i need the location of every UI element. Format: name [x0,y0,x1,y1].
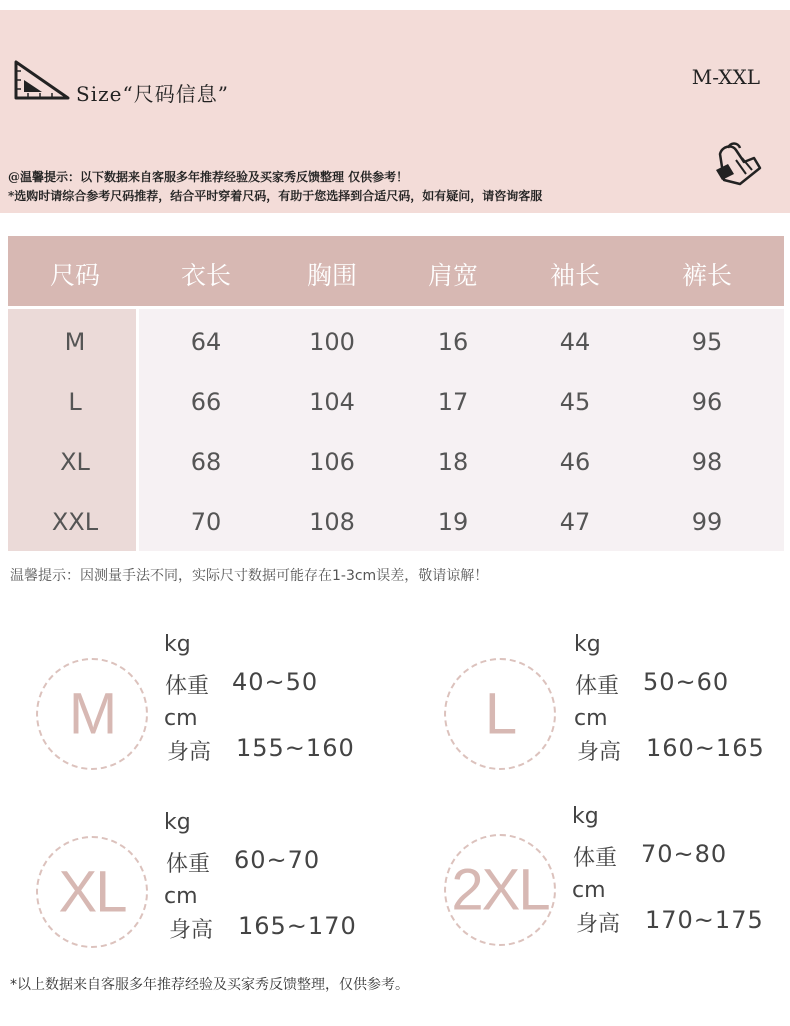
table-cell: 19 [437,508,469,536]
table-cell: 66 [190,388,222,416]
table-cell: 47 [559,508,591,536]
table-cell: 45 [559,388,591,416]
height-label: 身高 [169,918,214,943]
header-banner [0,10,790,213]
table-cell: 64 [190,328,222,356]
height-unit: cm [164,884,198,909]
table-cell: 104 [309,388,355,416]
size-badge-label: XL [58,859,126,925]
height-range: 155~160 [236,734,355,762]
table-cell: 96 [691,388,723,416]
weight-unit: kg [164,810,191,835]
col-header-sleeve: 袖长 [549,261,601,290]
table-cell: 95 [691,328,723,356]
height-label: 身高 [167,740,212,765]
table-cell: L [68,388,82,416]
size-badge [444,834,556,946]
weight-unit: kg [574,632,601,657]
size-badge [36,836,148,948]
table-header-row [8,236,784,306]
col-header-shoulder: 肩宽 [427,261,479,290]
height-range: 165~170 [238,912,357,940]
table-cell: 17 [437,388,469,416]
table-cell: 16 [437,328,469,356]
col-header-length: 衣长 [180,261,232,290]
col-header-pants: 裤长 [681,261,733,290]
size-badge [444,658,556,770]
height-unit: cm [164,706,198,731]
weight-range: 60~70 [234,846,321,874]
size-badge-label: M [68,681,116,747]
table-cell: 68 [190,448,222,476]
table-cell: 70 [190,508,222,536]
tip-line-1: @温馨提示：以下数据来自客服多年推荐经验及买家秀反馈整理 仅供参考！ [8,170,409,184]
size-range: M-XXL [691,65,760,89]
table-cell: 46 [559,448,591,476]
col-header-size: 尺码 [49,261,101,290]
weight-range: 70~80 [641,840,728,868]
tip-line-2: *选购时请综合参考尺码推荐，结合平时穿着尺码，有助于您选择到合适尺码，如有疑问，请咨询客服 [8,189,543,203]
height-label: 身高 [577,740,622,765]
measurement-tip: 温馨提示：因测量手法不同，实际尺寸数据可能存在1-3cm误差，敬请谅解！ [10,568,489,584]
weight-label: 体重 [166,852,211,877]
weight-range: 50~60 [643,668,730,696]
weight-unit: kg [164,632,191,657]
page-title: Size“尺码信息” [76,82,229,106]
weight-label: 体重 [573,846,618,871]
table-cell: XXL [51,508,99,536]
table-cell: 99 [691,508,723,536]
weight-label: 体重 [575,674,620,699]
table-cell: 44 [559,328,591,356]
table-cell: M [64,328,86,356]
table-cell: 18 [437,448,469,476]
size-badge [36,658,148,770]
weight-label: 体重 [165,674,210,699]
notice-hands-icon [710,140,764,196]
table-cell: 98 [691,448,723,476]
table-cell: XL [60,448,90,476]
height-unit: cm [574,706,608,731]
table-cell: 100 [309,328,355,356]
height-range: 160~165 [646,734,765,762]
height-label: 身高 [576,912,621,937]
footnote: *以上数据来自客服多年推荐经验及买家秀反馈整理，仅供参考。 [10,977,409,993]
ruler-triangle-icon [12,58,72,106]
table-cell: 106 [309,448,355,476]
weight-range: 40~50 [232,668,319,696]
weight-unit: kg [572,804,599,829]
height-unit: cm [572,878,606,903]
height-range: 170~175 [645,906,764,934]
size-badge-label: 2XL [451,857,549,923]
col-header-chest: 胸围 [306,261,358,290]
size-badge-label: L [484,681,516,747]
table-cell: 108 [309,508,355,536]
